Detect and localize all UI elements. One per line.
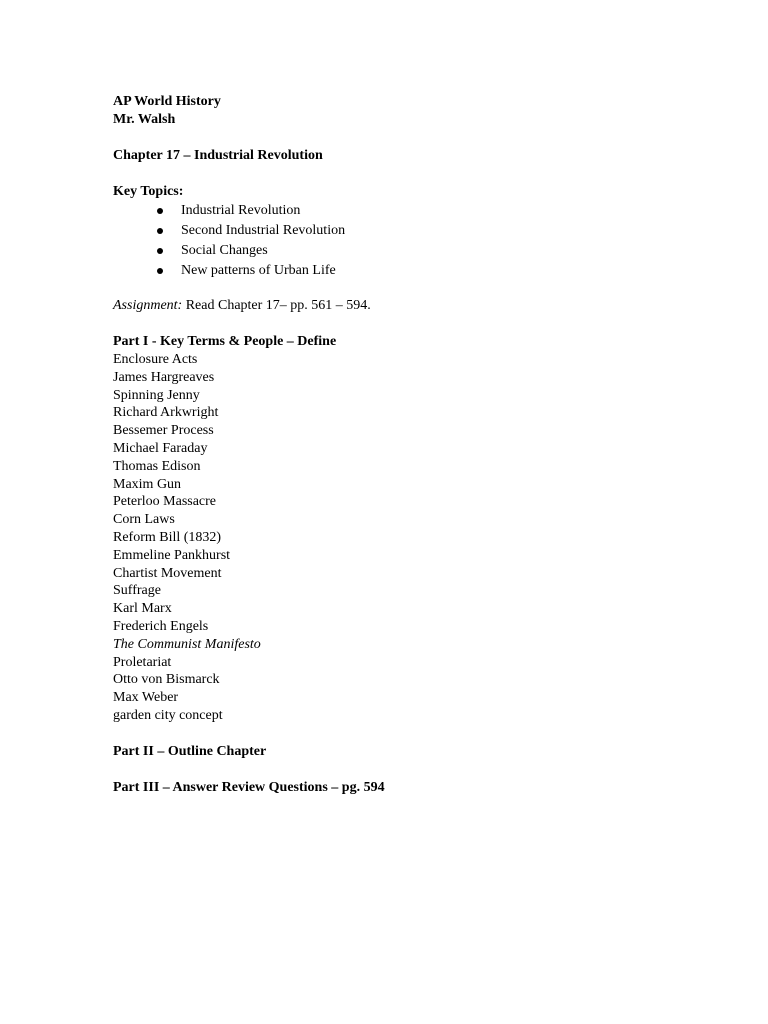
key-topic-text: Industrial Revolution xyxy=(181,203,301,218)
key-term: Chartist Movement xyxy=(113,565,222,581)
key-topic-text: Second Industrial Revolution xyxy=(181,223,346,238)
assignment-label: Assignment: xyxy=(113,298,183,313)
key-topics-heading: Key Topics: xyxy=(113,184,184,199)
key-term: The Communist Manifesto xyxy=(113,636,261,652)
key-term: Richard Arkwright xyxy=(113,405,219,421)
assignment-line xyxy=(113,297,713,315)
document-page xyxy=(113,93,713,797)
spacer xyxy=(113,129,713,147)
part1-heading: Part I - Key Terms & People – Define xyxy=(113,334,337,349)
teacher-name: Mr. Walsh xyxy=(113,112,176,127)
key-term: Michael Faraday xyxy=(113,440,208,456)
key-term: Thomas Edison xyxy=(113,458,201,474)
spacer xyxy=(113,165,713,183)
bullet-icon xyxy=(157,208,163,214)
key-topic-item xyxy=(113,221,713,241)
key-term: Emmeline Pankhurst xyxy=(113,547,231,563)
key-term: Reform Bill (1832) xyxy=(113,529,222,545)
key-term: Max Weber xyxy=(113,690,179,706)
key-term: Peterloo Massacre xyxy=(113,494,217,510)
key-topic-item xyxy=(113,201,713,221)
part3-heading: Part III – Answer Review Questions – pg. 594 xyxy=(113,779,385,795)
part2-heading: Part II – Outline Chapter xyxy=(113,743,267,759)
key-topic-text: New patterns of Urban Life xyxy=(181,263,336,278)
spacer xyxy=(113,281,713,297)
assignment-text: Read Chapter 17– pp. 561 – 594. xyxy=(182,298,371,313)
key-term: Corn Laws xyxy=(113,512,175,528)
key-term: Otto von Bismarck xyxy=(113,672,220,688)
key-term: James Hargreaves xyxy=(113,369,215,385)
key-term: Bessemer Process xyxy=(113,423,214,439)
bullet-icon xyxy=(157,268,163,274)
key-topics-list xyxy=(113,201,713,281)
key-term: Proletariat xyxy=(113,654,172,670)
spacer xyxy=(113,761,713,779)
key-terms-list xyxy=(113,351,713,725)
key-term: Enclosure Acts xyxy=(113,352,198,367)
bullet-icon xyxy=(157,228,163,234)
key-term: Karl Marx xyxy=(113,601,172,617)
key-topic-item xyxy=(113,241,713,261)
key-term: Maxim Gun xyxy=(113,476,182,492)
key-term: garden city concept xyxy=(113,707,223,723)
key-term: Frederich Engels xyxy=(113,618,209,634)
key-topic-text: Social Changes xyxy=(181,243,268,258)
bullet-icon xyxy=(157,248,163,254)
spacer xyxy=(113,725,713,743)
key-term: Suffrage xyxy=(113,583,161,599)
course-title: AP World History xyxy=(113,94,221,109)
key-term: Spinning Jenny xyxy=(113,387,200,403)
key-topic-item xyxy=(113,261,713,281)
spacer xyxy=(113,315,713,333)
chapter-title: Chapter 17 – Industrial Revolution xyxy=(113,148,323,163)
